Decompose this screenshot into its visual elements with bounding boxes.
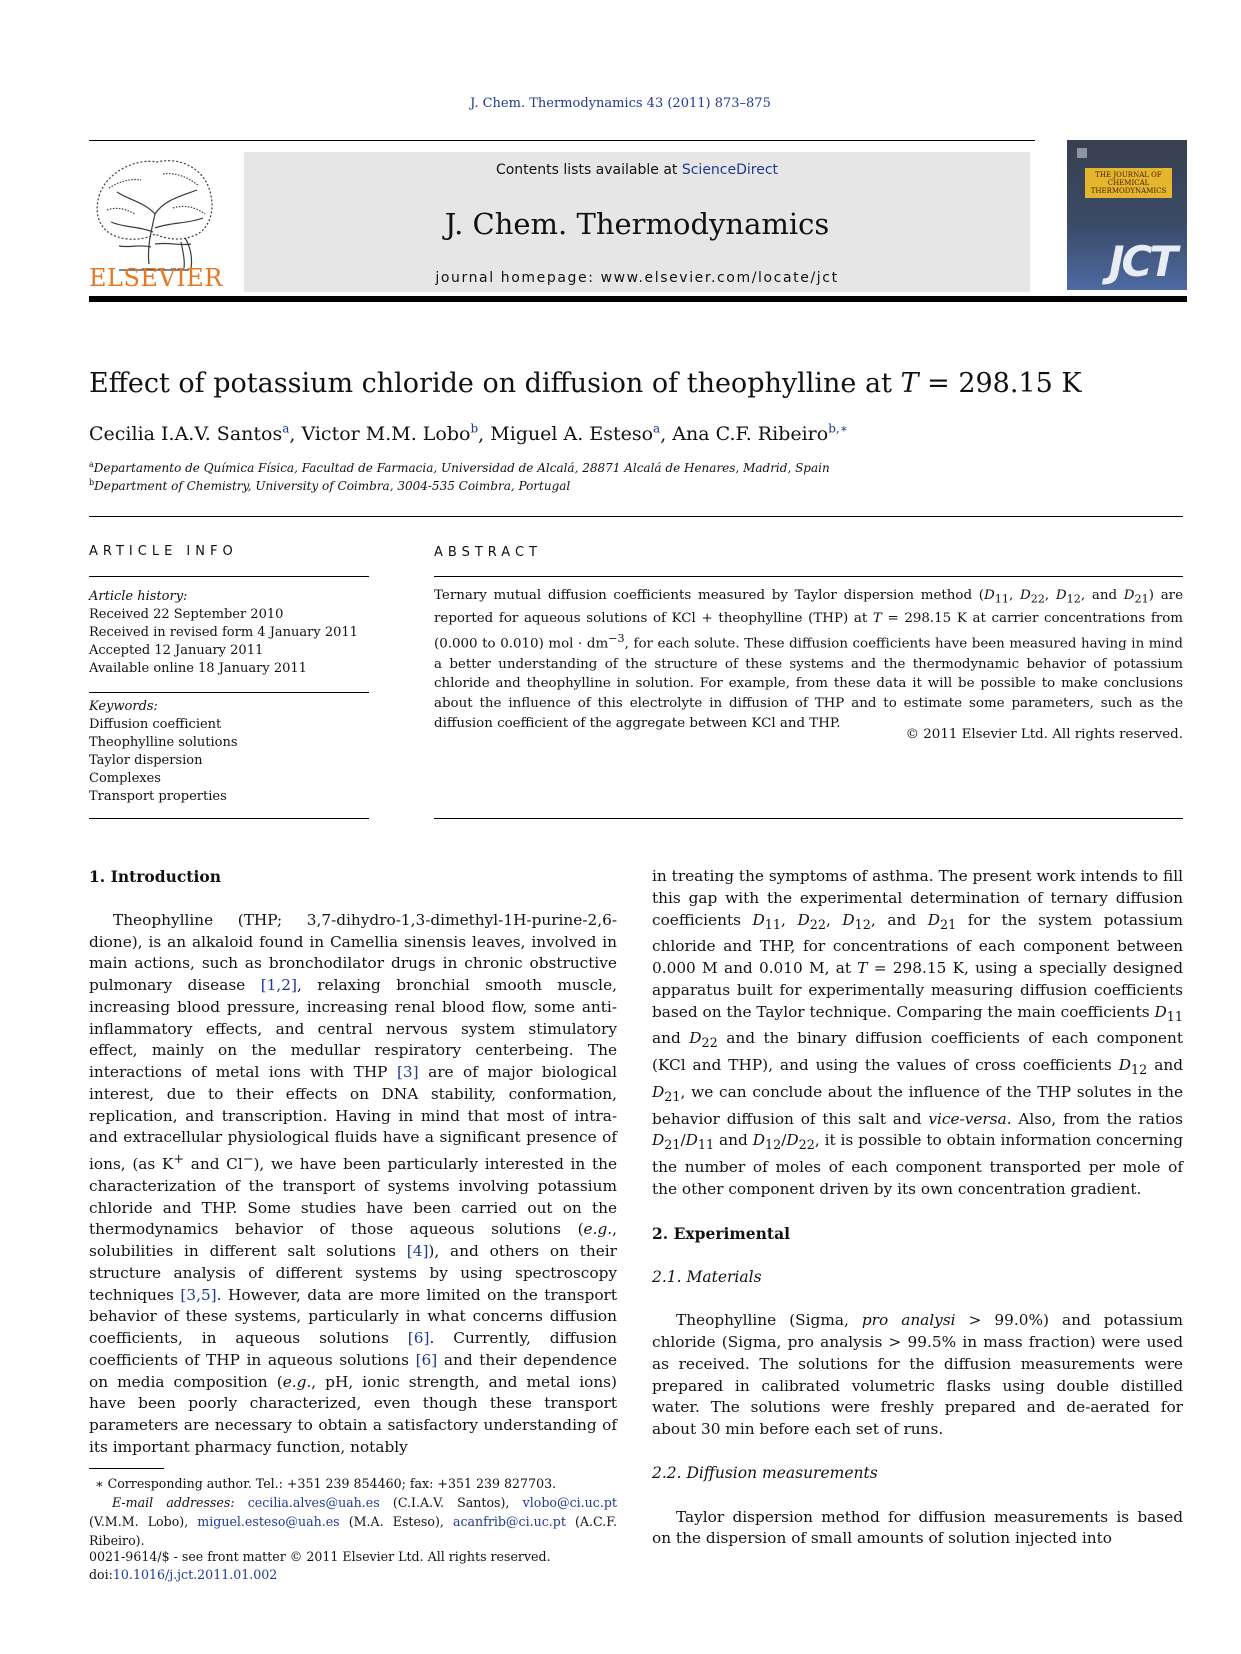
divider [89,818,369,819]
contents-line: Contents lists available at ScienceDirect [495,162,779,178]
subsection-heading: 2.1. Materials [652,1267,762,1286]
keywords-label: Keywords: [89,699,158,714]
materials-paragraph: Theophylline (Sigma, pro analysi > 99.0%) and potassium chloride (Sigma, pro analysis > 99.5% in mass fraction) were used as received. The solutions for the diffusion measurements were prepared in calibrated volumetric flasks using double distilled water. The solutions were freshly prepared and de-aerated for about 30 min before each set of runs. [652,1311,1184,1439]
left-column [89,866,617,1459]
author: Miguel A. Esteso$^a$ [490,422,661,446]
cover-emblem-icon [1077,148,1087,158]
keyword: Taylor dispersion [89,753,203,768]
history-item: Received 22 September 2010 [89,607,284,622]
divider [89,576,369,577]
journal-cover [1067,140,1187,290]
top-rule [89,140,1035,141]
corresponding-author: ∗ Corresponding author. Tel.: +351 239 854460; fax: +351 239 827703. [95,1476,557,1491]
abstract-copyright: © 2011 Elsevier Ltd. All rights reserved. [905,727,1183,742]
section-heading: 2. Experimental [652,1223,791,1243]
sciencedirect-link[interactable]: ScienceDirect [681,162,779,178]
affiliation-a: $^a$Departamento de Química Física, Facultad de Farmacia, Universidad de Alcalá, 28871 Alcalá de Henares, Madrid, Spain [89,460,830,475]
keywords [89,698,369,806]
journal-banner [244,152,1030,292]
author-list: Cecilia I.A.V. Santos$^a$, Victor M.M. Lobo$^b$, Miguel A. Esteso$^a$, Ana C.F. Ribeiro$^{b,∗}$ [89,422,848,446]
history-item: Available online 18 January 2011 [89,661,307,676]
intro-continuation: in treating the symptoms of asthma. The present work intends to fill this gap with the experimental determination of ternary diffusion coefficients $D_{11}$, $D_{22}$, $D_{12}$, and $D_{21}$ for the system potassium chloride and THP, for concentrations of each component between 0.000 M and 0.010 M, at T = 298.15 K, using a specially designed apparatus built for experimentally measuring diffusion coefficients based on the Taylor technique. Comparing the main coefficients $D_{11}$ and $D_{22}$ and the binary diffusion coefficients of each component (KCl and THP), and using the values of cross coefficients $D_{12}$ and $D_{21}$, we can conclude about the influence of the THP solutes in the behavior diffusion of this salt and vice-versa. Also, from the ratios $D_{21}/D_{11}$ and $D_{12}/D_{22}$, it is possible to obtain information concerning the number of moles of each component transported per mole of the other component driven by its own concentration gradient. [652,867,1184,1199]
footnote [89,1474,617,1550]
right-column [652,866,1183,1550]
keyword: Transport properties [89,789,227,804]
email-link[interactable]: miguel.esteso@uah.es [197,1514,340,1529]
author: Victor M.M. Lobo$^b$ [301,422,479,446]
publisher-name: ELSEVIER [89,264,223,292]
masthead-rule [89,296,1187,302]
issn-line: 0021-9614/$ - see front matter © 2011 Elsevier Ltd. All rights reserved. [89,1549,551,1564]
article-info-heading: ARTICLE INFO [89,544,238,559]
article-info [89,588,369,678]
cover-logo: JCT [1108,237,1175,286]
masthead [89,140,1187,298]
elsevier-logo [89,152,223,292]
divider [89,692,369,693]
history-item: Accepted 12 January 2011 [89,643,264,658]
email-link[interactable]: cecilia.alves@uah.es [247,1495,380,1510]
abstract-heading: ABSTRACT [434,545,542,560]
email-link[interactable]: acanfrib@ci.uc.pt [452,1514,566,1529]
keyword: Complexes [89,771,161,786]
journal-title: J. Chem. Thermodynamics [444,207,830,241]
email-link[interactable]: vlobo@ci.uc.pt [522,1495,617,1510]
email-addresses: E-mail addresses: cecilia.alves@uah.es (C.I.A.V. Santos), vlobo@ci.uc.pt (V.M.M. Lobo), miguel.esteso@uah.es (M.A. Esteso), acanfrib@ci.uc.pt (A.C.F. Ribeiro). [89,1495,617,1548]
intro-paragraph: Theophylline (THP; 3,7-dihydro-1,3-dimethyl-1H-purine-2,6-dione), is an alkaloid found in Camellia sinensis leaves, involved in main actions, such as bronchodilator drugs in chronic obstructive pulmonary disease [1,2], relaxing bronchial smooth muscle, increasing blood pressure, increasing renal blood flow, some anti-inflammatory effects, and central nervous system stimulatory effect, mainly on the medullar respiratory centerbeing. The interactions of metal ions with THP [3] are of major biological interest, due to their effects on DNA stability, conformation, replication, and transcription. Having in mind that most of intra- and extracellular physiological fluids have a significant presence of ions, (as K+ and Cl−), we have been particularly interested in the characterization of the transport of systems involving potassium chloride and THP. Some studies have been carried out on the thermodynamics behavior of those aqueous solutions (e.g., solubilities in different salt solutions [4]), and others on their structure analysis of different systems by using spectroscopy techniques [3,5]. However, data are more limited on the transport behavior of these systems, particularly in what concerns diffusion coefficients, in aqueous solutions [6]. Currently, diffusion coefficients of THP in aqueous solutions [6] and their dependence on media composition (e.g., pH, ionic strength, and metal ions) have been poorly characterized, even though these transport parameters are necessary to obtain a satisfactory understanding of its important pharmacy function, notably [89,910,617,1456]
divider [434,576,1183,577]
author: Cecilia I.A.V. Santos$^a$ [89,422,290,446]
doi-link[interactable]: 10.1016/j.jct.2011.01.002 [112,1567,278,1582]
journal-homepage[interactable]: journal homepage: www.elsevier.com/locate/jct [435,270,839,286]
article-title: Effect of potassium chloride on diffusion of theophylline at T = 298.15 K [89,368,1082,399]
doi-line: doi:10.1016/j.jct.2011.01.002 [89,1567,278,1582]
section-heading: 1. Introduction [89,867,221,886]
diffusion-paragraph: Taylor dispersion method for diffusion measurements is based on the dispersion of small amounts of solution injected into [652,1507,1183,1548]
author: Ana C.F. Ribeiro$^{b,∗}$ [672,422,848,446]
history-label: Article history: [89,589,188,604]
footnote-rule [89,1468,164,1469]
subsection-heading: 2.2. Diffusion measurements [652,1463,878,1482]
divider [434,818,1183,819]
history-item: Received in revised form 4 January 2011 [89,625,358,640]
affiliation-b: $^b$Department of Chemistry, University of Coimbra, 3004-535 Coimbra, Portugal [89,478,571,493]
keyword: Theophylline solutions [89,735,238,750]
publication-info [89,1548,551,1584]
keyword: Diffusion coefficient [89,717,222,732]
abstract-text: Ternary mutual diffusion coefficients measured by Taylor dispersion method ($D_{11}$, $D_{22}$, $D_{12}$, and $D_{21}$) are reported for aqueous solutions of KCl + theophylline (THP) at T = 298.15 K at carrier concentrations from (0.000 to 0.010) mol · $dm^{-3}$, for each solute. These diffusion coefficients have been measured having in mind a better understanding of the structure of these systems and the thermodynamic behavior of potassium chloride and theophylline in solution. For example, from these data it will be possible to make conclusions about the influence of this electrolyte in diffusion of THP and to estimate some parameters, such as the diffusion coefficient of the aggregate between KCl and THP. [434,588,1184,731]
divider [89,516,1183,517]
journal-reference[interactable]: J. Chem. Thermodynamics 43 (2011) 873–875 [470,96,771,111]
cover-title: THE JOURNAL OF CHEMICAL THERMODYNAMICS [1085,168,1172,198]
